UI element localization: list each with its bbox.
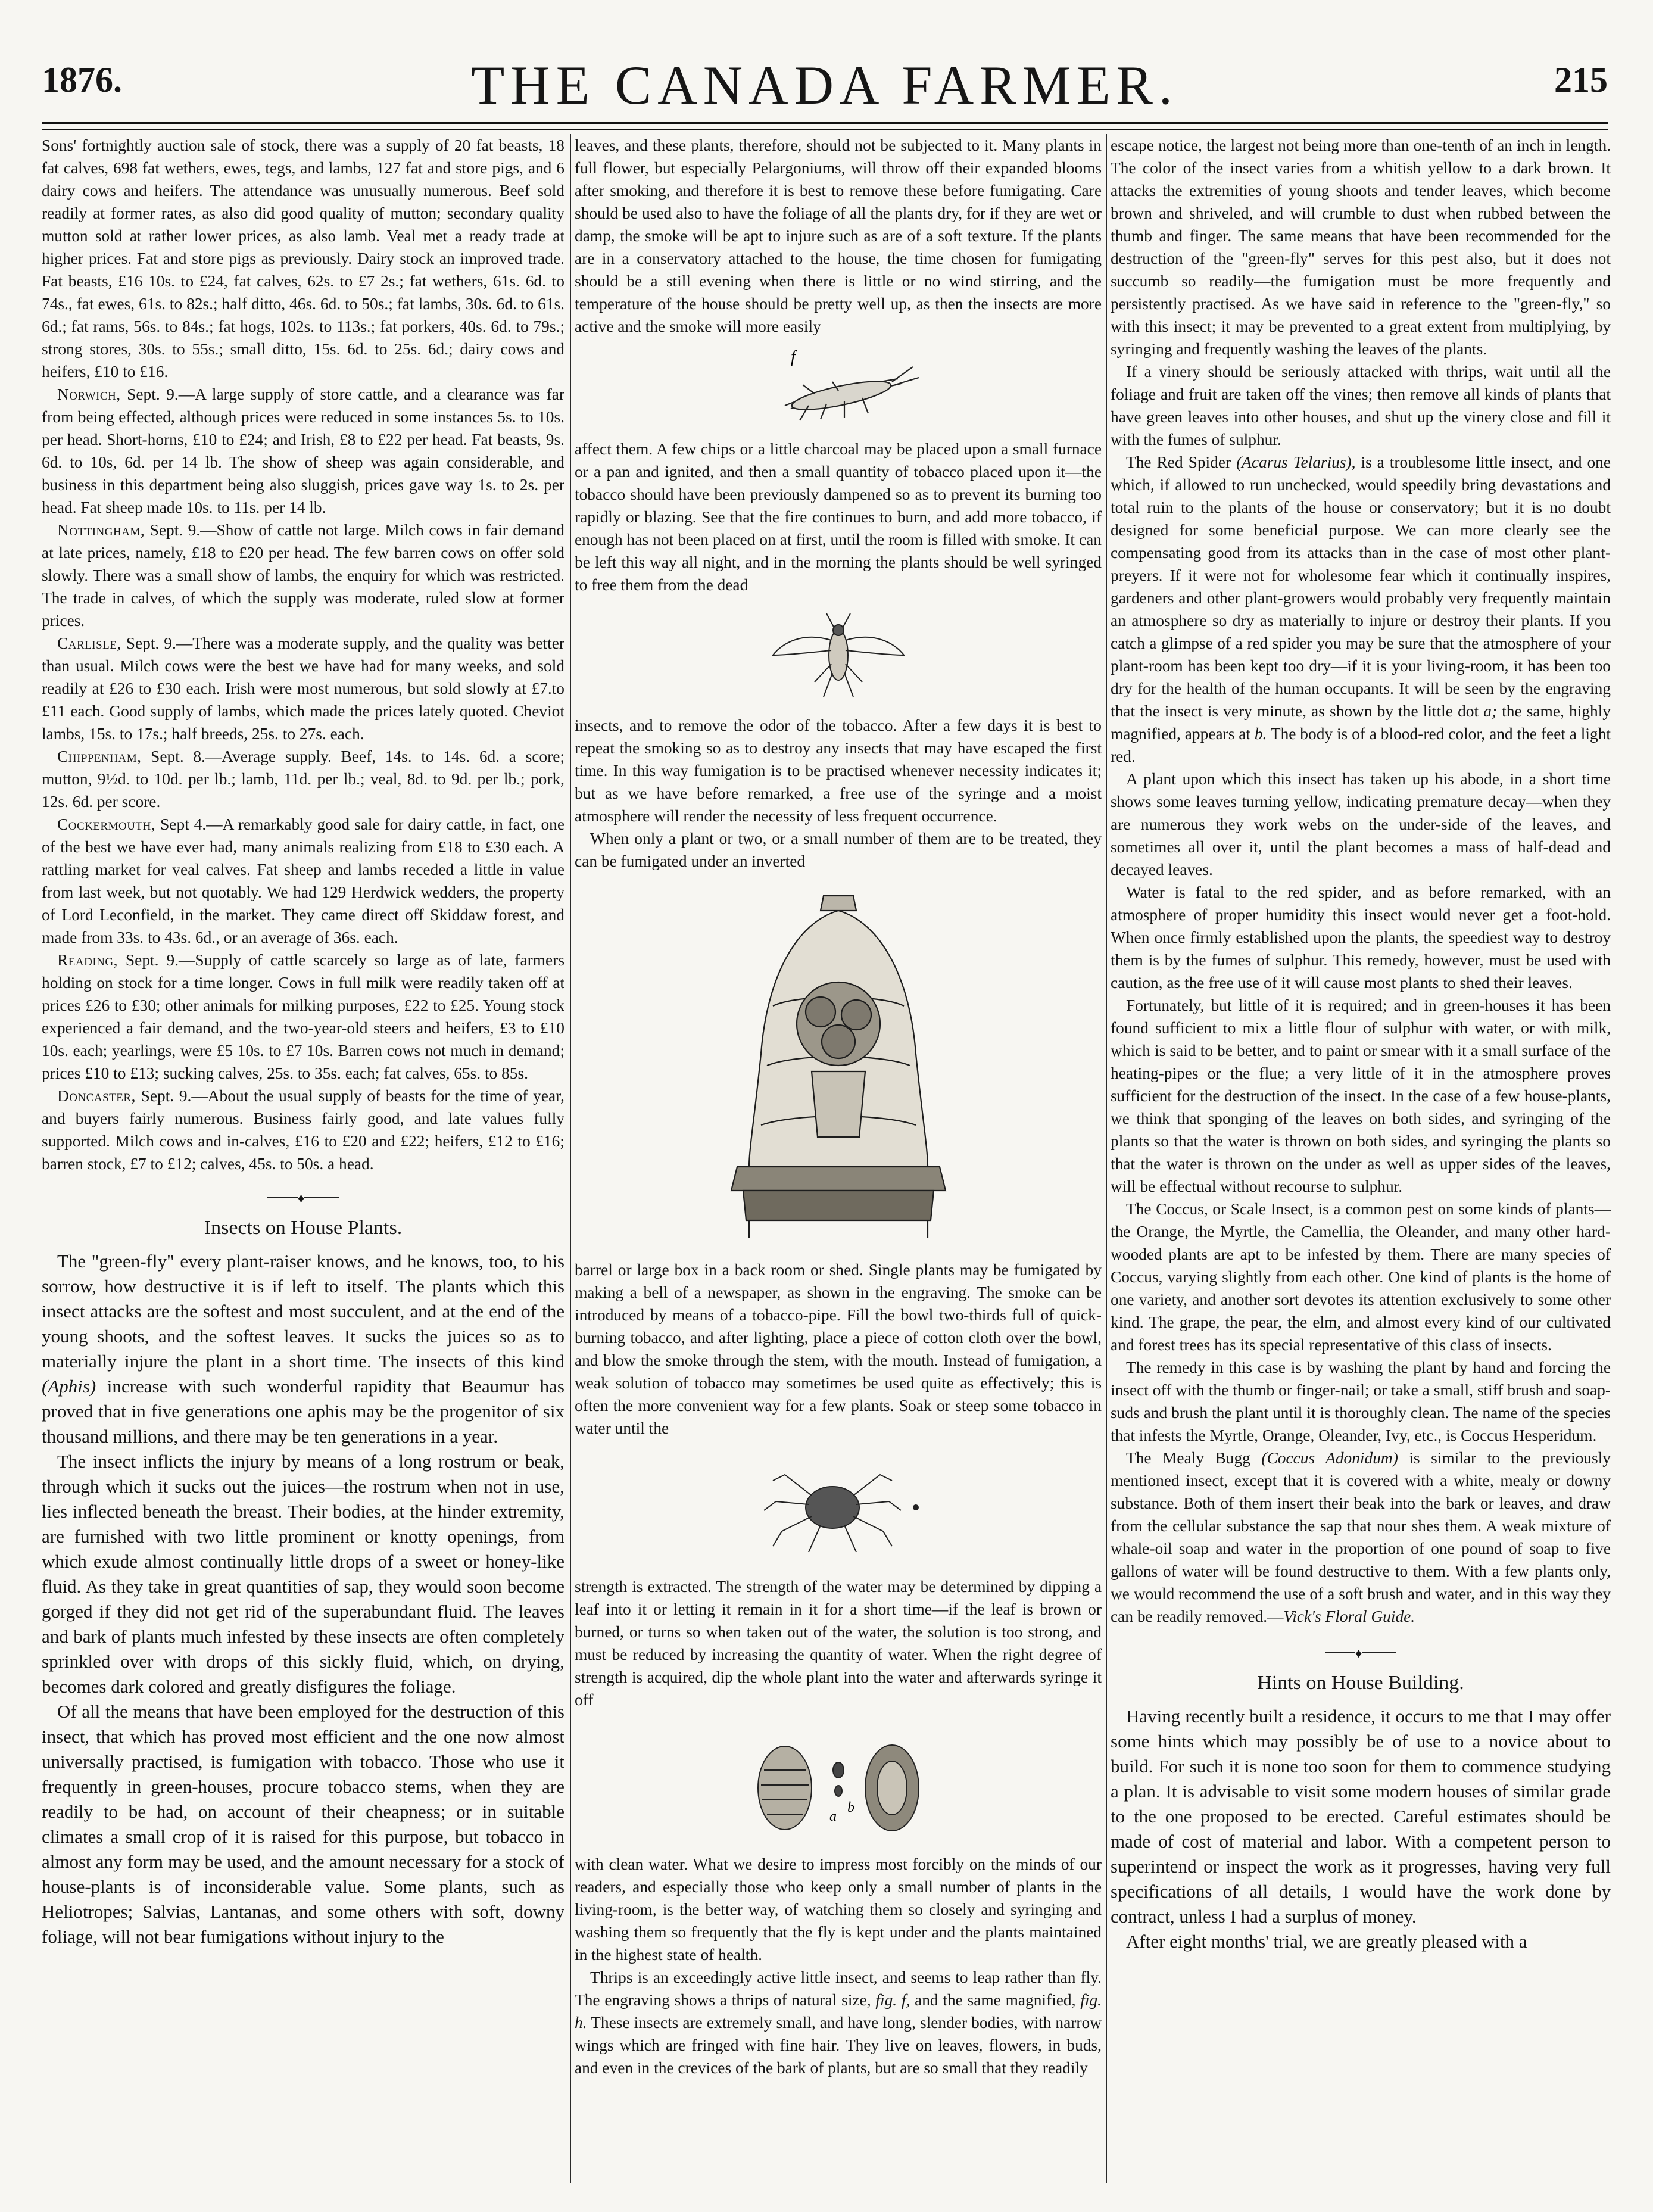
place-name: Reading, [57,951,118,969]
text-run: The "green-fly" every plant-raiser knows, and he knows, too, to his sorrow, how destructive it is if left to itself. The plants which this insect attacks are the softest and most succulent, and at the end of the young shoots, and the softest leaves. It sucks the juices so as to materially injure the plant in a short time. The insects of this kind [42,1251,564,1372]
report-text: Sept 4.—A remarkably good sale for dairy cattle, in fact, one of the best we have ever had, many animals realizing from £18 to £30 each. A rattling market for veal calves. Fat sheep and lambs receded a little in value from last week, but not quotably. We had 129 Herdwick wedders, the property of Lord Leconfield, in the market. They came direct off Skiddaw forest, and made from 33s. to 43s. 6d., or an average of 36s. each. [42,815,564,946]
text-run: the same, highly magnified, appears at [1111,702,1611,743]
figure-label: a [829,1809,837,1824]
text-run: increase with such wonderful rapidity that Beaumur has proved that in five generations one aphis may be the progenitor of six thousand millions, and there may be ten generations in a year. [42,1376,564,1447]
market-report-norwich [42,383,564,519]
latin-name: (Acarus Telarius), [1236,453,1356,471]
market-report-doncaster [42,1085,564,1175]
article-paragraph: escape notice, the largest not being more than one-tenth of an inch in length. The color of the insect varies from a whitish yellow to a dark brown. It attacks the extremities of young shoots and tender leaves, which become brown and shriveled, and will crumble to dust when rubbed between the thumb and finger. The same means that have been recommended for the destruction of the "green-fly" serves for this pest also, but it does not succumb so readily—the fumigation must be more frequently and persistently practised. As we have said in reference to the "green-fly," so with this insect; it may be prevented to a great extent from multiplying, by syringing and frequently washing the leaves of the plants. [1111,136,1611,358]
column-1 [42,134,564,2183]
market-report-paragraph: Sons' fortnightly auction sale of stock, there was a supply of 20 fat beasts, 18 fat calves, 698 fat wethers, ewes, tegs, and lambs, 127 fat and store pigs, and 6 dairy cows and heifers. The attendance was unusually numerous. Beef sold readily at former rates, as also did good quality of mutton; secondary quality mutton sold at rather lower prices, as also lamb. Veal met a ready trade at higher prices. Fat and store pigs as previously. Dairy stock an improved trade. Fat beasts, £16 10s. to £24, fat calves, 62s. to £7 2s.; fat wethers, 61s. 6d. to 74s., fat ewes, 61s. to 82s.; half ditto, 46s. 6d. to 50s.; fat lambs, 30s. 6d. to 61s. 6d.; fat rams, 56s. to 84s.; fat hogs, 102s. to 113s.; fat porkers, 40s. 6d. to 79s.; strong stores, 30s. to 55s.; small ditto, 15s. 6d. to 25s. 6d.; dairy cows and heifers, £10 to £16. [42,136,564,381]
article-paragraph: affect them. A few chips or a little charcoal may be placed upon a small furnace or a pan and ignited, and then a small quantity of tobacco placed upon it—the tobacco should have been previously dampened so as to prevent its burning too rapidly or blazing. See that the fire continues to burn, and add more tobacco, if enough has not been placed on at first, until the room is filled with smoke. It can be left this way all night, and in the morning the plants should be well syringed to free them from the dead [575,440,1102,594]
issue-year: 1876. [42,60,122,99]
column-divider [1106,134,1107,2183]
report-text: Sept. 9.—Supply of cattle scarcely so large as of late, farmers holding on stock for a time longer. Cows in full milk were readily taken off at prices £26 to £30; other animals for milking purposes, £22 to £25. Young stock experienced a fair demand, and the two-year-old steers and heifers, £3 to £10 10s. each; yearlings, were £5 10s. to £7 10s. Barren cows not much in demand; prices £10 to £13; sucking calves, 25s. to 35s. each; fat calves, 65s. to 85s. [42,951,564,1082]
article-heading-insects: Insects on House Plants. [204,1217,403,1239]
spider-icon [743,1451,934,1564]
fumigated-plant-image [725,887,952,1244]
report-text: Sept. 8.—Average supply. Beef, 14s. to 14s. 6d. a score; mutton, 9½d. to 10d. per lb.; lamb, 11d. per lb.; veal, 8d. to 9d. per lb.; pork, 12s. 6d. per score. [42,747,564,811]
text-run: and the same magnified, [910,1991,1081,2009]
scale-insect-icon [731,1722,946,1842]
text-run: Thrips is an exceedingly active little insect, and seems to leap rather than fly. The engraving shows a thrips of natural size, [575,1968,1102,2009]
figure-ref: b. [1254,725,1267,743]
article-paragraph: Fortunately, but little of it is required; and in green-houses it has been found sufficient to mix a little flour of sulphur with water, or with milk, which is said to be better, and to paint or smear with it a small surface of the heating-pipes or the flue; a very little of it in the atmosphere proves sufficient for the destruction of the insect. In the case of a few house-plants, we think that sponging of the leaves on both sides, and syringing of the plants so that the water is thrown on both sides, and syringing the plants so that the water is thrown on the under as well as upper sides of the leaves, will be effectual without recourse to sulphur. [1111,996,1611,1195]
article-paragraph: with clean water. What we desire to impress most forcibly on the minds of our readers, and especially those who keep only a small number of plants in the living-room, is the better way, of watching them so closely and syringing and washing them so frequently that the fly is kept under and the plants maintained in the highest state of health. [575,1855,1102,1964]
text-run: These insects are extremely small, and have long, slender bodies, with narrow wings which are fringed with fine hair. They live on leaves, flowers, in buds, and even in the crevices of the bark of plants, but are so small that they readily [575,2014,1102,2077]
figure-ref: fig. f, [875,1991,910,2009]
thrips-magnified-icon [761,607,916,703]
place-name: Cockermouth, [57,815,156,833]
article-paragraph: The remedy in this case is by washing the plant by hand and forcing the insect off with the thumb or finger-nail; or take a small, stiff brush and soap-suds and brush the plant until it is thoroughly clean. The name of the species that infests the Myrtle, Orange, Oleander, Ivy, etc., is Coccus Hesperidum. [1111,1359,1611,1444]
article-paragraph: When only a plant or two, or a small number of them are to be treated, they can be fumigated under an inverted [575,830,1102,870]
masthead [42,54,1608,119]
place-name: Norwich, [57,385,121,403]
market-report-cockermouth [42,813,564,949]
article-paragraph: Having recently built a residence, it occurs to me that I may offer some hints which may possibly be of use to a novice about to build. For such it is none too soon for them to commence studying a plan. It is advisable to visit some modern houses of similar grade to the one proposed to be erected. Careful estimates should be made of cost of material and labor. With a competent person to superintend or inspect the work as it progresses, having very full specifications of all details, I would have the work done by contract, unless I had a surplus of money. [1111,1706,1611,1927]
figure-label: f [790,349,796,366]
article-paragraph: insects, and to remove the odor of the tobacco. After a few days it is best to repeat the smoking so as to destroy any insects that may have escaped the first time. In this way fumigation is to be practised whenever necessity indicates it; but as we have before remarked, a free use of the syringe and a moist atmosphere will render the necessity of less frequent occurrence. [575,716,1102,825]
text-run: The body is of a blood-red color, and the feet a light red. [1111,725,1611,765]
article-paragraph: Water is fatal to the red spider, and as before remarked, with an atmosphere of proper humidity this insect would never get a foot-hold. When once firmly established upon the plants, the speediest way to destroy them is by the fumes of sulphur. This remedy, however, must be used with caution, as the free use of it will cause most plants to shed their leaves. [1111,883,1611,992]
thrips-icon [749,349,928,426]
text-run: The Mealy Bugg [1126,1449,1262,1467]
market-report-chippenham [42,745,564,813]
scale-insects-figure [575,1719,1102,1845]
thrips-natural-size-figure [575,346,1102,429]
article-paragraph: strength is extracted. The strength of the water may be determined by dipping a leaf into it or letting it remain in it for a short time—if the leaf is brown or burned, or turns so when taken out of the water, the solution is too strong, and must be reduced by increasing the quantity of water. When the right degree of strength is acquired, dip the whole plant into the water and afterwards syringe it off [575,1578,1102,1709]
article-paragraph: A plant upon which this insect has taken up his abode, in a short time shows some leaves turning yellow, indicating premature decay—when they are numerous they work webs on the under-side of the leaves, and sometimes all over it, until the plant becomes a mass of half-dead and decayed leaves. [1111,770,1611,878]
red-spider-figure [575,1448,1102,1567]
text-run: is similar to the previously mentioned insect, except that it is covered with a white, mealy or downy substance. Both of them insert their beak into the bark or leaves, and draw from the cellular substance the sap that nour shes them. A weak mixture of whale-oil soap and water in the proportion of one pound of soap to five gallons of water will be found destructive to them. With a few plants only, we would recommend the use of a soft brush and water, and in this way they can be readily removed.— [1111,1449,1611,1625]
latin-name: (Aphis) [42,1376,96,1397]
article-paragraph: leaves, and these plants, therefore, should not be subjected to it. Many plants in full flower, but especially Pelargoniums, will throw off their expanded blooms after smoking, and therefore it is best to remove these before fumigating. Care should be used also to have the foliage of all the plants dry, for if they are wet or damp, the smoke will be apt to injure such as are of a soft texture. If the plants are in a conservatory attached to the house, the time chosen for fumigating should be a still evening when there is little or no wind stirring, and the temperature of the house should be pretty well up, as then the insects are more active and the smoke will more easily [575,136,1102,335]
ornament-divider [42,1188,564,1206]
newspaper-title: THE CANADA FARMER. [471,55,1178,116]
place-name: Chippenham, [57,747,142,765]
figure-label: b [847,1800,854,1815]
market-report-carlisle [42,632,564,745]
article-paragraph [575,1966,1102,2079]
masthead-rule [42,122,1608,130]
column-divider [570,134,571,2183]
article-paragraph: The insect inflicts the injury by means of a long rostrum or beak, through which it sucks out the juices—the rostrum when not in use, lies inflected beneath the breast. Their bodies, at the hinder extremity, are furnished with two little prominent or knotty openings, from which exude almost continually little drops of a sweet or honey-like fluid. As they take in great quantities of sap, they would soon become gorged if they did not get rid of the superabundant fluid. The leaves and bark of plants much infested by these insects are often completely sprinkled over with drops of this sickly fluid, which, on drying, becomes dark colored and greatly disfigures the foliage. [42,1451,564,1697]
article-paragraph: Of all the means that have been employed for the destruction of this insect, that which has proved most efficient and the one now almost universally practised, is fumigation with tobacco. Those who use it frequently in green-houses, procure tobacco stems, when they are readily to be had, on account of their cheapness; or in suitable climates a small crop of it is raised for this purpose, but tobacco in almost any form may be used, and the amount necessary for a stock of house-plants is of inconsiderable value. Some plants, such as Heliotropes; Salvias, Lantanas, and some others with soft, downy foliage, will not bear fumigations without injury to the [42,1701,564,1947]
article-paragraph: barrel or large box in a back room or shed. Single plants may be fumigated by making a bell of a newspaper, as shown in the engraving. The smoke can be introduced by means of a tobacco-pipe. Fill the bowl two-thirds full of quick-burning tobacco, and after lighting, place a piece of cotton cloth over the bowl, and blow the smoke through the stem, with the mouth. Instead of fumigation, a weak solution of tobacco may sometimes be used quite as effectively; this is often the more convenient way for a few plants. Soak or steep some tobacco in water until the [575,1261,1102,1437]
text-run: is a troublesome little insect, and one which, if allowed to run unchecked, would speedily bring devastations and total ruin to the plants of the house or conservatory; but it is no doubt designed for some beneficial purpose. We can more clearly see the compensating good from its attacks than in the case of most other plant-preyers. If it were not for wholesome fear which it continually inspires, gardeners and other plant-growers would probably very frequently maintain an atmosphere so dry as materially to injure or destroy their plants. If you catch a glimpse of a red spider you may be sure that the atmosphere of your plant-room has been kept too dry—if it is your living-room, it has been too dry for the health of the human occupants. It will be seen by the engraving that the insect is very minute, as shown by the little dot [1111,453,1611,720]
text-run: The Red Spider [1126,453,1237,471]
article-paragraph: After eight months' trial, we are greatly pleased with a [1126,1931,1527,1952]
column-3 [1111,134,1611,2183]
market-report-reading [42,949,564,1085]
thrips-magnified-figure [575,605,1102,706]
place-name: Carlisle, [57,634,121,652]
place-name: Doncaster, [57,1087,136,1105]
report-text: Sept. 9.—Show of cattle not large. Milch cows in fair demand at late prices, namely, £18 to £20 per head. The few barren cows on offer sold slowly. There was a small show of lambs, the enquiry for which was restricted. The trade in calves, of which the supply was moderate, ruled slow at former prices. [42,521,564,630]
report-text: Sept. 9.—A large supply of store cattle, and a clearance was far from being effected, although prices were reduced in some instances 5s. to 10s. per head. Short-horns, £10 to £24; and Irish, £8 to £22 per head. Fat beasts, 9s. 6d. to 10s, 6d. per 14 lb. The show of sheep was again considerable, and business in this department being also sluggish, prices gave way 1s. to 2s. per head. Fat sheep made 10s. to 11s. per 14 lb. [42,385,564,516]
figure-ref: fig. h. [575,1991,1102,2032]
report-text: Sept. 9.—About the usual supply of beasts for the time of year, and buyers fairly numerous. Business fairly good, and late values fully supported. Milch cows and in-calves, £16 to £20 and £22; heifers, £12 to £16; barren stock, £7 to £12; calves, 45s. to 50s. a head. [42,1087,564,1173]
article-paragraph [42,1249,564,1449]
source-credit: Vick's Floral Guide. [1283,1607,1415,1625]
report-text: Sept. 9.—There was a moderate supply, and the quality was better than usual. Milch cows were the best we have had for many weeks, and sold readily at £26 to £30 each. Irish were most numerous, but sold slowly at £7.to £11 each. Good supply of lambs, which made the prices lately quoted. Cheviot lambs, 15s. to 17s.; half breeds, 25s. to 27s. each. [42,634,564,743]
article-body-house-building [1111,1704,1611,1954]
figure-ref: a; [1483,702,1498,720]
latin-name: (Coccus Adonidum) [1261,1449,1398,1467]
market-report-nottingham [42,519,564,632]
page-number: 215 [1554,60,1608,99]
article-paragraph [1111,451,1611,768]
article-paragraph [1111,1447,1611,1628]
fumigation-bell-engraving [575,881,1102,1250]
article-heading-house-building: Hints on House Building. [1257,1672,1464,1694]
column-2 [575,134,1102,2183]
article-body-insects [42,1249,564,1949]
article-paragraph: If a vinery should be seriously attacked with thrips, wait until all the foliage and fruit are taken off the vines; then remove all kinds of plants that have green leaves into other houses, and shut up the vinery close and fill it with the fumes of sulphur. [1111,363,1611,448]
place-name: Nottingham, [57,521,145,539]
ornament-divider [1111,1643,1611,1661]
article-paragraph: The Coccus, or Scale Insect, is a common pest on some kinds of plants—the Orange, the Myrtle, the Camellia, the Oleander, and many other hard-wooded plants are apt to be infested by them. There are many species of Coccus, varying slightly from each other. One kind of plants is the home of one variety, and another sort devotes its attention exclusively to some other kind. The grape, the pear, the elm, and almost every kind of our cultivated and forest trees has its special representative of this class of insects. [1111,1200,1611,1354]
